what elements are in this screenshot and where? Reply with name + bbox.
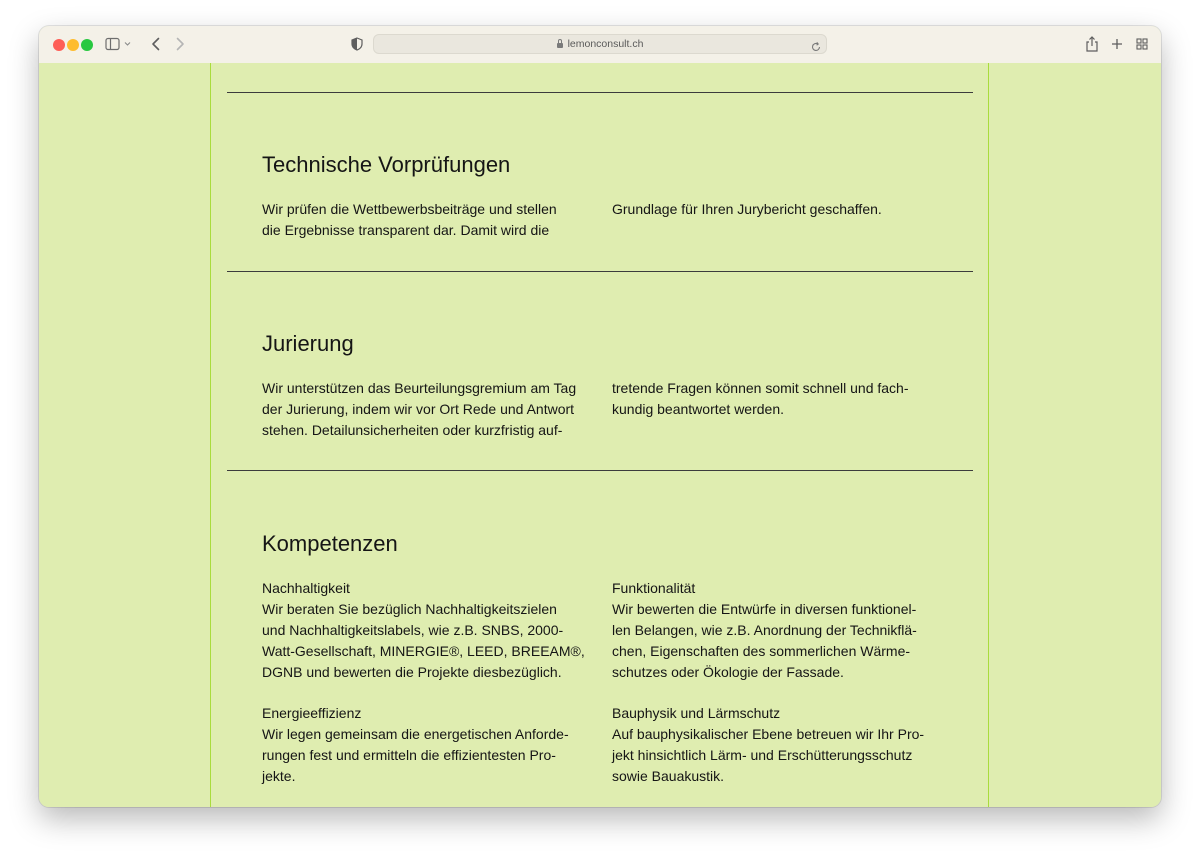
competence-item-funktionalitaet	[612, 578, 952, 683]
text-line: Auf bauphysikalischer Ebene betreuen wir Ihr Pro-	[612, 726, 925, 742]
sidebar-icon	[105, 37, 133, 51]
lock-icon	[557, 43, 563, 48]
reload-button[interactable]	[810, 38, 822, 57]
address-url-wrapper	[374, 35, 826, 53]
chevron-right-icon	[175, 37, 185, 51]
text-line: Grundlage für Ihren Jurybericht geschaffen.	[612, 201, 882, 217]
section-text-col1	[262, 378, 602, 441]
competence-heading: Nachhaltigkeit	[262, 580, 350, 596]
tab-overview-button[interactable]	[1133, 34, 1151, 54]
share-icon	[1085, 36, 1099, 52]
zoom-window-button[interactable]	[81, 39, 93, 51]
text-line: schutzes oder Ökologie der Fassade.	[612, 664, 844, 680]
competence-heading: Energieeffizienz	[262, 705, 362, 721]
section-title-kompetenzen: Kompetenzen	[262, 531, 398, 556]
text-line: DGNB und bewerten die Projekte diesbezüglich.	[262, 664, 562, 680]
text-line: kundig beantwortet werden.	[612, 401, 784, 417]
share-button[interactable]	[1083, 34, 1101, 54]
text-line: jekt hinsichtlich Lärm- und Erschütterungsschutz	[612, 747, 913, 763]
text-line: sowie Bauakustik.	[612, 768, 725, 784]
close-window-button[interactable]	[53, 39, 65, 51]
text-line: Watt-Gesellschaft, MINERGIE®, LEED, BREEAM®,	[262, 643, 585, 659]
address-bar[interactable]	[373, 34, 827, 54]
back-button[interactable]	[147, 34, 165, 54]
reload-icon	[810, 41, 822, 53]
text-line: chen, Eigenschaften des sommerlichen Wärme-	[612, 643, 911, 659]
competence-item-nachhaltigkeit	[262, 578, 602, 683]
shield-icon	[351, 37, 363, 51]
new-tab-button[interactable]	[1108, 34, 1126, 54]
text-line: der Jurierung, indem wir vor Ort Rede und Antwort	[262, 401, 575, 417]
text-line: die Ergebnisse transparent dar. Damit wird die	[262, 222, 550, 238]
text-line: tretende Fragen können somit schnell und fach-	[612, 380, 909, 396]
text-line: Wir legen gemeinsam die energetischen Anforde-	[262, 726, 569, 742]
section-text-col2	[612, 199, 952, 220]
section-divider	[227, 271, 973, 272]
section-text-col1	[262, 199, 602, 241]
text-line: Wir bewerten die Entwürfe in diversen funktionel-	[612, 601, 917, 617]
left-accent-line	[210, 63, 211, 807]
section-text-col2	[612, 378, 952, 420]
text-line: jekte.	[262, 768, 296, 784]
competence-heading: Bauphysik und Lärmschutz	[612, 705, 781, 721]
browser-toolbar	[39, 26, 1161, 64]
competence-heading: Funktionalität	[612, 580, 696, 596]
text-line: stehen. Detailunsicherheiten oder kurzfristig auf-	[262, 422, 563, 438]
address-url: lemonconsult.ch	[567, 38, 644, 50]
right-accent-line	[988, 63, 989, 807]
minimize-window-button[interactable]	[67, 39, 79, 51]
competence-item-bauphysik-laermschutz	[612, 703, 952, 787]
text-line: Wir beraten Sie bezüglich Nachhaltigkeitszielen	[262, 601, 557, 617]
text-line: Wir prüfen die Wettbewerbsbeiträge und stellen	[262, 201, 557, 217]
plus-icon	[1111, 38, 1123, 50]
text-line: Wir unterstützen das Beurteilungsgremium am Tag	[262, 380, 577, 396]
chevron-left-icon	[151, 37, 161, 51]
section-title-technische-vorpruefungen: Technische Vorprüfungen	[262, 152, 511, 177]
browser-window	[39, 26, 1161, 807]
competence-item-energieeffizienz	[262, 703, 602, 787]
section-title-jurierung: Jurierung	[262, 331, 354, 356]
section-divider	[227, 470, 973, 471]
text-line: len Belangen, wie z.B. Anordnung der Technikflä-	[612, 622, 917, 638]
forward-button[interactable]	[171, 34, 189, 54]
section-divider	[227, 92, 973, 93]
text-line: rungen fest und ermitteln die effizientesten Pro-	[262, 747, 556, 763]
privacy-shield-button[interactable]	[349, 34, 365, 54]
page-content	[39, 63, 1161, 807]
text-line: und Nachhaltigkeitslabels, wie z.B. SNBS, 2000-	[262, 622, 564, 638]
sidebar-toggle-button[interactable]	[105, 34, 133, 54]
grid-icon	[1136, 38, 1148, 50]
